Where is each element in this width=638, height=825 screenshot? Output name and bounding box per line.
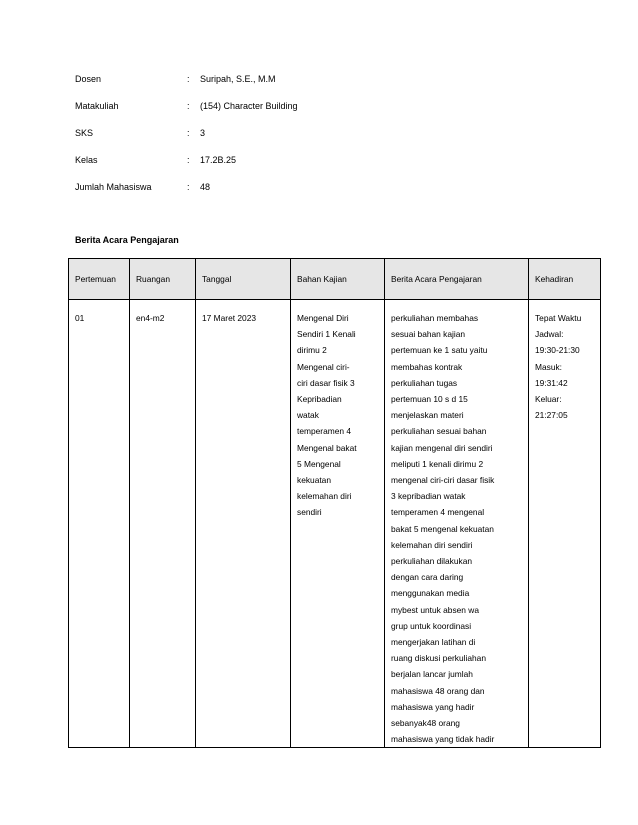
berita-acara-line: sesuai bahan kajian <box>391 329 466 340</box>
berita-acara-line: ruang diskusi perkuliahan <box>391 653 486 664</box>
info-label: SKS <box>75 128 94 138</box>
column-header-bahan-kajian: Bahan Kajian <box>291 259 385 300</box>
column-header-tanggal: Tanggal <box>196 259 291 300</box>
berita-acara-line: pertemuan ke 1 satu yaitu <box>391 345 488 356</box>
column-header-berita-acara: Berita Acara Pengajaran <box>385 259 529 300</box>
berita-acara-table <box>68 258 601 748</box>
berita-acara-line: 3 kepribadian watak <box>391 491 466 502</box>
kehadiran-line: 19:31:42 <box>535 377 568 388</box>
berita-acara-line: menjelaskan materi <box>391 410 464 421</box>
info-label: Dosen <box>75 74 102 84</box>
kehadiran-line: Jadwal: <box>535 329 564 340</box>
berita-acara-line: berjalan lancar jumlah <box>391 669 473 680</box>
info-label: Kelas <box>75 155 98 165</box>
bahan-kajian-line: sendiri <box>297 507 322 518</box>
bahan-kajian-line: temperamen 4 <box>297 426 351 437</box>
cell-kehadiran <box>529 300 601 748</box>
berita-acara-line: temperamen 4 mengenal <box>391 507 485 518</box>
bahan-kajian-line: dirimu 2 <box>297 345 327 356</box>
berita-acara-line: membahas kontrak <box>391 361 463 372</box>
kehadiran-line: Masuk: <box>535 361 562 372</box>
ruangan-value: en4-m2 <box>136 313 165 323</box>
table-row <box>69 300 601 748</box>
bahan-kajian-line: Sendiri 1 Kenali <box>297 329 356 340</box>
berita-acara-line: pertemuan 10 s d 15 <box>391 394 468 405</box>
berita-acara-line: perkuliahan sesuai bahan <box>391 426 487 437</box>
berita-acara-line: sebanyak48 orang <box>391 718 460 729</box>
bahan-kajian-line: watak <box>297 410 319 421</box>
info-colon: : <box>187 74 190 84</box>
table-header-row <box>69 259 601 300</box>
berita-acara-line: grup untuk koordinasi <box>391 620 472 631</box>
berita-acara-line: meliputi 1 kenali dirimu 2 <box>391 458 484 469</box>
info-colon: : <box>187 155 190 165</box>
bahan-kajian-line: Mengenal Diri <box>297 313 349 323</box>
info-value-sks: 3 <box>200 128 206 138</box>
bahan-kajian-line: ciri dasar fisik 3 <box>297 377 355 388</box>
berita-acara-line: perkuliahan membahas <box>391 313 479 323</box>
pertemuan-value: 01 <box>75 313 85 323</box>
kehadiran-line: 21:27:05 <box>535 410 568 421</box>
cell-pertemuan <box>69 300 130 748</box>
berita-acara-line: mahasiswa 48 orang dan <box>391 685 485 696</box>
section-title: Berita Acara Pengajaran <box>75 235 179 245</box>
info-label: Jumlah Mahasiswa <box>75 182 152 192</box>
cell-berita-acara <box>385 300 529 748</box>
tanggal-value: 17 Maret 2023 <box>202 313 257 323</box>
kehadiran-line: 19:30-21:30 <box>535 345 580 356</box>
bahan-kajian-line: Mengenal ciri- <box>297 361 350 372</box>
berita-acara-line: mengenal ciri-ciri dasar fisik <box>391 475 495 486</box>
berita-acara-line: dengan cara daring <box>391 572 464 583</box>
info-value-matakuliah: (154) Character Building <box>200 101 298 111</box>
bahan-kajian-line: 5 Mengenal <box>297 458 341 469</box>
column-header-ruangan: Ruangan <box>130 259 196 300</box>
info-colon: : <box>187 128 190 138</box>
kehadiran-line: Keluar: <box>535 394 562 405</box>
info-colon: : <box>187 182 190 192</box>
berita-acara-line: menggunakan media <box>391 588 470 599</box>
info-colon: : <box>187 101 190 111</box>
info-label: Matakuliah <box>75 101 119 111</box>
berita-acara-line: bakat 5 mengenal kekuatan <box>391 523 494 534</box>
berita-acara-line: perkuliahan dilakukan <box>391 556 473 567</box>
berita-acara-line: perkuliahan tugas <box>391 377 458 388</box>
berita-acara-line: kajian mengenal diri sendiri <box>391 442 493 453</box>
bahan-kajian-line: Mengenal bakat <box>297 442 357 453</box>
berita-acara-line: kelemahan diri sendiri <box>391 539 473 550</box>
cell-tanggal <box>196 300 291 748</box>
column-header-kehadiran: Kehadiran <box>529 259 601 300</box>
berita-acara-line: mengerjakan latihan di <box>391 637 476 648</box>
cell-bahan-kajian <box>291 300 385 748</box>
bahan-kajian-line: kelemahan diri <box>297 491 352 502</box>
kehadiran-line: Tepat Waktu <box>535 313 582 323</box>
info-value-dosen: Suripah, S.E., M.M <box>200 74 276 84</box>
info-value-kelas: 17.2B.25 <box>200 155 237 165</box>
bahan-kajian-line: kekuatan <box>297 475 331 486</box>
berita-acara-line: mahasiswa yang tidak hadir <box>391 734 495 745</box>
bahan-kajian-line: Kepribadian <box>297 394 342 405</box>
info-value-jumlah-mahasiswa: 48 <box>200 182 211 192</box>
berita-acara-line: mybest untuk absen wa <box>391 604 479 615</box>
berita-acara-line: mahasiswa yang hadir <box>391 701 475 712</box>
column-header-pertemuan: Pertemuan <box>69 259 130 300</box>
cell-ruangan <box>130 300 196 748</box>
